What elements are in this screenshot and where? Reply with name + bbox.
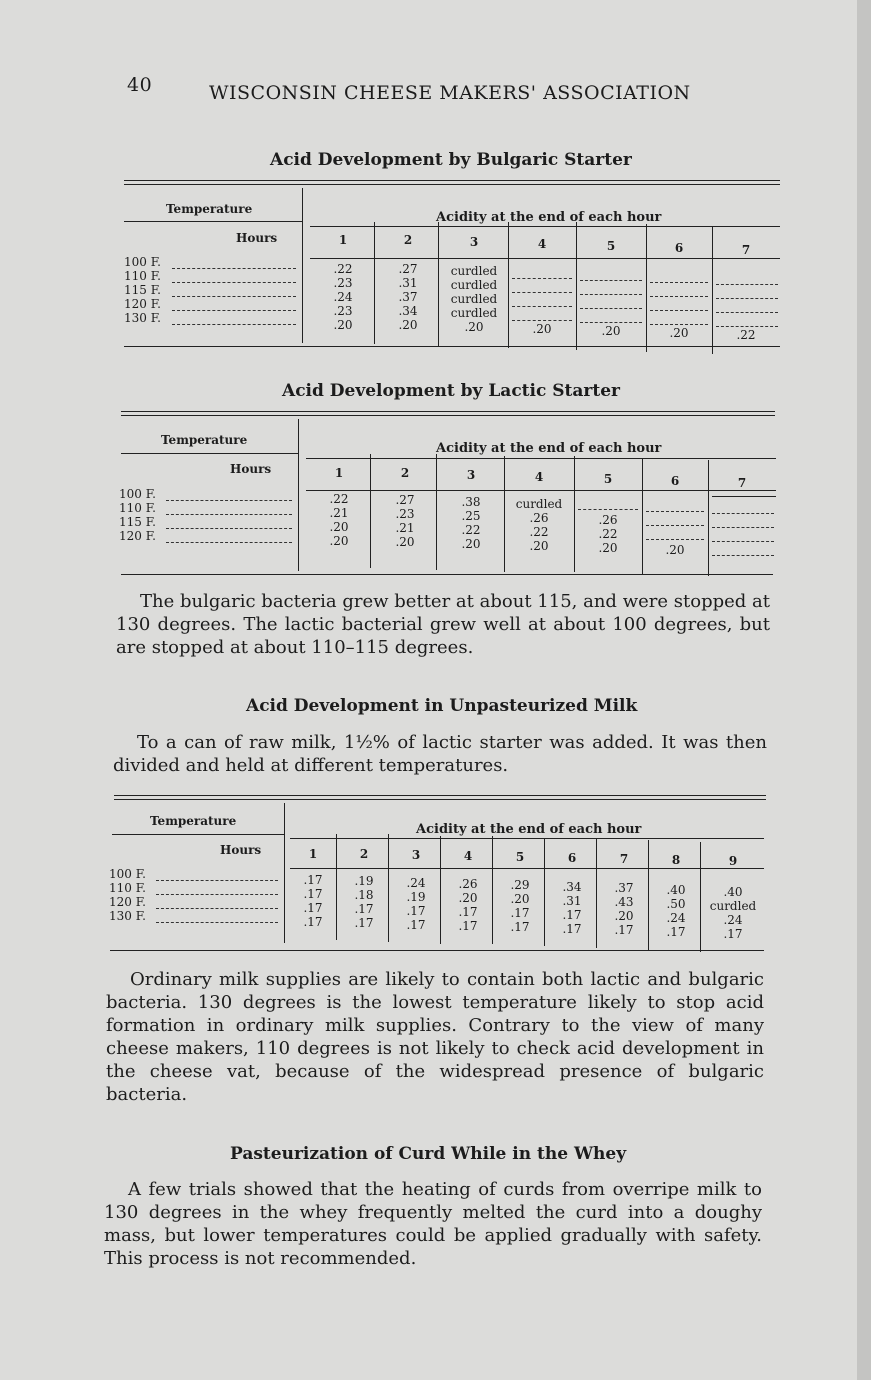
paragraph-text: The bulgaric bacteria grew better at about 115, and were stopped at 130 degrees. The lactic bacterial grew well at about 100 degrees, but are stopped at about 110–115 degrees. <box>116 591 770 658</box>
table3-temp-120: 120 F. <box>109 895 146 909</box>
leader-dots <box>580 308 642 309</box>
table1-cell: .20 <box>669 326 689 340</box>
table1-hour-6: 6 <box>674 241 684 255</box>
table2-cell: .25 <box>461 509 481 523</box>
section-title-pasteurization: Pasteurization of Curd While in the Whey <box>230 1144 627 1164</box>
table3-cell: .18 <box>354 888 374 902</box>
table2-top-rule <box>121 411 775 416</box>
table3-cell: .40 <box>666 883 686 897</box>
table1-top-rule <box>124 180 780 185</box>
table3-cell: .17 <box>666 925 686 939</box>
table1-hour-2: 2 <box>403 233 413 247</box>
table1-temp-rule <box>124 221 302 222</box>
leader-dots <box>716 298 778 299</box>
table1-temperature-header: Temperature <box>166 202 253 216</box>
table3-cell: .29 <box>510 878 530 892</box>
table1-hours-rule <box>310 226 780 227</box>
table1-hour-5: 5 <box>606 239 616 253</box>
table1-divider <box>302 188 303 343</box>
table1-hour-4: 4 <box>537 237 547 251</box>
table3-hour-7: 7 <box>619 852 629 866</box>
table1-hours-header: Hours <box>236 231 278 245</box>
table3-cell: curdled <box>709 899 757 913</box>
table2-cell: curdled <box>515 497 563 511</box>
table3-cell: .17 <box>406 918 426 932</box>
leader-dots <box>712 527 774 528</box>
table2-cell: .22 <box>529 525 549 539</box>
table3-cell: .17 <box>458 905 478 919</box>
table2-cell: .20 <box>395 535 415 549</box>
table3-cell: .40 <box>723 885 743 899</box>
paragraph-text: A few trials showed that the heating of curds from overripe milk to 130 degrees in the whey frequently melted the curd into a doughy mass, but lower temperatures could be applied gradually with safety. This process is not recommended. <box>104 1179 762 1269</box>
table2-bottom-rule <box>121 574 773 575</box>
table1-cell: .23 <box>333 276 353 290</box>
table3-cell: .17 <box>723 927 743 941</box>
table2-cell: .20 <box>329 534 349 548</box>
table1-bottom-rule <box>124 346 780 347</box>
table1-hour-7: 7 <box>741 243 751 257</box>
table1-cell: curdled <box>450 306 498 320</box>
table3-hour-9: 9 <box>728 854 738 868</box>
table3-top-rule <box>114 795 766 800</box>
table1-cell: .34 <box>398 304 418 318</box>
table3-cell: .31 <box>562 894 582 908</box>
table2-temp-115: 115 F. <box>119 515 156 529</box>
leader-dots <box>712 555 774 556</box>
table2-divider <box>298 419 299 571</box>
table1-cell: .20 <box>464 320 484 334</box>
table3-cell: .24 <box>723 913 743 927</box>
table1-temp-120: 120 F. <box>124 297 161 311</box>
table1-cell: .20 <box>532 322 552 336</box>
leader-dots <box>156 880 278 881</box>
table3-acidity-header: Acidity at the end of each hour <box>416 822 642 837</box>
table3-hour-6: 6 <box>567 851 577 865</box>
table3-cell: .17 <box>354 916 374 930</box>
leader-dots <box>646 525 704 526</box>
table3-hour-5: 5 <box>515 850 525 864</box>
leader-dots <box>172 310 296 311</box>
table1-temp-110: 110 F. <box>124 269 161 283</box>
table2-cell: .21 <box>329 506 349 520</box>
table2-hours-header: Hours <box>230 462 272 476</box>
table1-header-rule <box>310 258 780 259</box>
page-edge <box>857 0 871 1380</box>
table2-hour-1: 1 <box>334 466 344 480</box>
table3-cell: .17 <box>303 901 323 915</box>
table3-temp-130: 130 F. <box>109 909 146 923</box>
table2-title: Acid Development by Lactic Starter <box>282 381 620 401</box>
table3-header-rule <box>290 868 764 869</box>
table2-cell: .27 <box>395 493 415 507</box>
table3-cell: .17 <box>562 908 582 922</box>
table3-hour-2: 2 <box>359 847 369 861</box>
table2-hour-4: 4 <box>534 470 544 484</box>
table2-hour-5: 5 <box>603 472 613 486</box>
leader-dots <box>512 306 572 307</box>
table3-temp-100: 100 F. <box>109 867 146 881</box>
table2-cell: .23 <box>395 507 415 521</box>
leader-dots <box>580 322 642 323</box>
table2-cell: .20 <box>461 537 481 551</box>
table2-cell: .20 <box>598 541 618 555</box>
table2-cell: .20 <box>665 543 685 557</box>
table1-cell: .23 <box>333 304 353 318</box>
leader-dots <box>172 282 296 283</box>
table2-cell: .22 <box>461 523 481 537</box>
table3-cell: .20 <box>510 892 530 906</box>
table2-col-line <box>708 460 709 576</box>
table3-cell: .17 <box>614 923 634 937</box>
paragraph-bacteria-growth <box>116 590 770 659</box>
table2-temp-110: 110 F. <box>119 501 156 515</box>
table1-cell: curdled <box>450 278 498 292</box>
table3-cell: .17 <box>303 887 323 901</box>
leader-dots <box>166 542 292 543</box>
table1-cell: .20 <box>333 318 353 332</box>
table3-temp-110: 110 F. <box>109 881 146 895</box>
table1-acidity-header: Acidity at the end of each hour <box>436 210 662 225</box>
leader-dots <box>646 511 704 512</box>
table2-hour-2: 2 <box>400 466 410 480</box>
leader-dots <box>512 278 572 279</box>
table3-cell: .17 <box>562 922 582 936</box>
table2-temp-rule <box>121 453 298 454</box>
table1-temp-130: 130 F. <box>124 311 161 325</box>
paragraph-pasteurization <box>104 1178 762 1270</box>
leader-dots <box>716 312 778 313</box>
table3-hour-1: 1 <box>308 847 318 861</box>
leader-dots <box>578 509 638 510</box>
table1-hour-1: 1 <box>338 233 348 247</box>
leader-dots <box>156 922 278 923</box>
table2-cell: .26 <box>529 511 549 525</box>
table2-cell: .20 <box>529 539 549 553</box>
paragraph-raw-milk <box>113 731 767 777</box>
paragraph-text: To a can of raw milk, 1½% of lactic starter was added. It was then divided and held at different temperatures. <box>113 732 767 776</box>
table1-cell: .22 <box>333 262 353 276</box>
leader-dots <box>716 284 778 285</box>
leader-dots <box>580 280 642 281</box>
leader-dots <box>650 310 708 311</box>
table1-cell: .31 <box>398 276 418 290</box>
table3-hour-3: 3 <box>411 848 421 862</box>
table1-cell: curdled <box>450 292 498 306</box>
section-title-unpasteurized: Acid Development in Unpasteurized Milk <box>246 696 638 716</box>
leader-dots <box>156 894 278 895</box>
table1-cell: .20 <box>601 324 621 338</box>
table3-cell: .19 <box>406 890 426 904</box>
table2-hours-rule <box>306 458 776 459</box>
table3-cell: .43 <box>614 895 634 909</box>
leader-dots <box>172 296 296 297</box>
table3-cell: .20 <box>614 909 634 923</box>
table3-hours-rule <box>290 838 764 839</box>
table2-cell: .20 <box>329 520 349 534</box>
table3-cell: .17 <box>510 920 530 934</box>
table2-temperature-header: Temperature <box>161 433 248 447</box>
table3-divider <box>284 803 285 943</box>
table3-cell: .20 <box>458 891 478 905</box>
table1-cell: .24 <box>333 290 353 304</box>
leader-dots <box>650 296 708 297</box>
table3-cell: .24 <box>666 911 686 925</box>
table2-col7-rule <box>712 496 776 497</box>
table1-temp-115: 115 F. <box>124 283 161 297</box>
table3-cell: .50 <box>666 897 686 911</box>
table3-cell: .19 <box>354 874 374 888</box>
table2-cell: .22 <box>598 527 618 541</box>
table3-cell: .17 <box>303 873 323 887</box>
leader-dots <box>166 528 292 529</box>
table3-cell: .37 <box>614 881 634 895</box>
leader-dots <box>580 294 642 295</box>
table1-temp-100: 100 F. <box>124 255 161 269</box>
table2-hour-6: 6 <box>670 474 680 488</box>
table3-cell: .24 <box>406 876 426 890</box>
leader-dots <box>172 324 296 325</box>
table3-cell: .17 <box>354 902 374 916</box>
leader-dots <box>646 539 704 540</box>
table2-acidity-header: Acidity at the end of each hour <box>436 441 662 456</box>
leader-dots <box>512 320 572 321</box>
leader-dots <box>712 541 774 542</box>
leader-dots <box>166 514 292 515</box>
table3-cell: .17 <box>303 915 323 929</box>
table3-temperature-header: Temperature <box>150 814 237 828</box>
table3-bottom-rule <box>110 950 764 951</box>
table2-cell: .22 <box>329 492 349 506</box>
table3-temp-rule <box>112 834 284 835</box>
table1-cell: curdled <box>450 264 498 278</box>
paragraph-text: Ordinary milk supplies are likely to contain both lactic and bulgaric bacteria. 130 degrees is the lowest temperature likely to stop acid formation in ordinary milk supplies. Contrary to the view of many cheese makers, 110 degrees is not likely to check acid development in the cheese vat, because of the widespread presence of bulgaric bacteria. <box>106 969 764 1105</box>
table3-hour-8: 8 <box>671 853 681 867</box>
table2-header-rule <box>306 490 776 491</box>
leader-dots <box>716 326 778 327</box>
running-head: WISCONSIN CHEESE MAKERS' ASSOCIATION <box>209 82 691 104</box>
table2-cell: .21 <box>395 521 415 535</box>
table1-cell: .37 <box>398 290 418 304</box>
leader-dots <box>156 908 278 909</box>
table2-hour-7: 7 <box>737 476 747 490</box>
paragraph-ordinary-milk <box>106 968 764 1106</box>
table3-cell: .26 <box>458 877 478 891</box>
table2-temp-100: 100 F. <box>119 487 156 501</box>
table2-temp-120: 120 F. <box>119 529 156 543</box>
leader-dots <box>172 268 296 269</box>
leader-dots <box>712 513 774 514</box>
table3-cell: .17 <box>458 919 478 933</box>
leader-dots <box>512 292 572 293</box>
table3-cell: .17 <box>406 904 426 918</box>
leader-dots <box>166 500 292 501</box>
table3-cell: .17 <box>510 906 530 920</box>
table1-title: Acid Development by Bulgaric Starter <box>270 150 632 170</box>
table2-hour-3: 3 <box>466 468 476 482</box>
leader-dots <box>650 324 708 325</box>
table1-cell: .27 <box>398 262 418 276</box>
table1-cell: .22 <box>736 328 756 342</box>
table3-hour-4: 4 <box>463 849 473 863</box>
table2-cell: .38 <box>461 495 481 509</box>
page-number: 40 <box>127 74 153 96</box>
table3-hours-header: Hours <box>220 843 262 857</box>
table3-cell: .34 <box>562 880 582 894</box>
table2-cell: .26 <box>598 513 618 527</box>
table1-cell: .20 <box>398 318 418 332</box>
table1-hour-3: 3 <box>469 235 479 249</box>
leader-dots <box>650 282 708 283</box>
